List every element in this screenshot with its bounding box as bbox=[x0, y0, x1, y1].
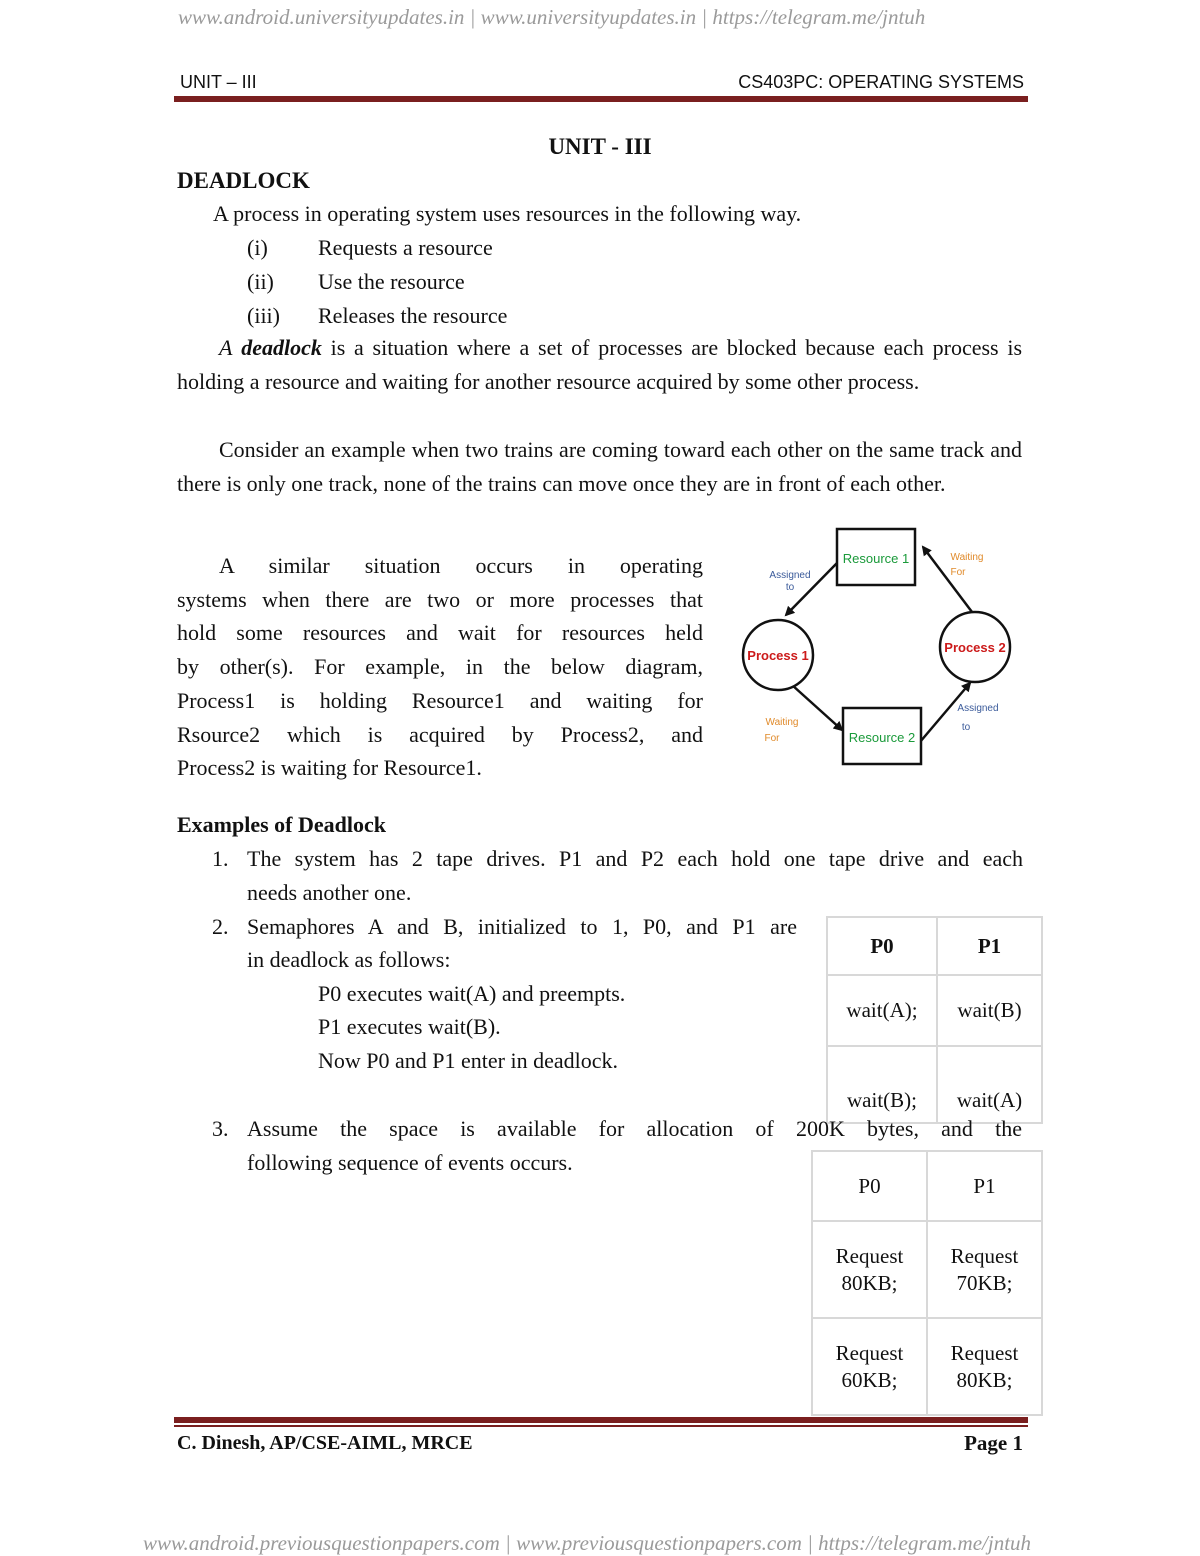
similar-line: Rsource2 which is acquired by Process2, and bbox=[177, 722, 703, 747]
process1-label: Process 1 bbox=[747, 648, 809, 663]
definition-article: A bbox=[219, 335, 233, 360]
assigned-label: Assigned bbox=[957, 703, 999, 714]
resource2-label: Resource 2 bbox=[848, 730, 916, 745]
request-size: 80KB; bbox=[841, 1270, 898, 1295]
header-rule bbox=[174, 96, 1028, 102]
deadlock-definition bbox=[177, 331, 1022, 399]
table-header-cell: P1 bbox=[927, 1151, 1042, 1221]
header-course: CS403PC: OPERATING SYSTEMS bbox=[738, 72, 1024, 92]
unit-title: UNIT - III bbox=[548, 134, 652, 159]
footer-author: C. Dinesh, AP/CSE-AIML, MRCE bbox=[177, 1432, 473, 1454]
step-number: (iii) bbox=[247, 303, 280, 328]
watermark-bottom: www.android.previousquestionpapers.com | www.previousquestionpapers.com | https://telegram.me/jntuh bbox=[143, 1531, 1032, 1555]
assigned-label: to bbox=[785, 582, 795, 593]
definition-rest: is a situation where a set of processes are blocked because each process is holding a resource and waiting for another resource acquired by some other process. bbox=[177, 335, 1023, 394]
resource1-label: Resource 1 bbox=[842, 551, 910, 566]
table-cell bbox=[812, 1318, 927, 1415]
section-title: DEADLOCK bbox=[177, 168, 310, 193]
step-text: Releases the resource bbox=[318, 303, 508, 328]
table-cell bbox=[927, 1221, 1042, 1318]
table-cell: wait(B) bbox=[937, 975, 1042, 1046]
header-unit: UNIT – III bbox=[180, 72, 257, 92]
train-example: Consider an example when two trains are coming toward each other on the same track and there is only one track, none of the trains can move once they are in front of each other. bbox=[177, 437, 1022, 496]
request-word: Request bbox=[835, 1243, 904, 1268]
table-cell bbox=[927, 1318, 1042, 1415]
example2-step: P1 executes wait(B). bbox=[318, 1014, 501, 1039]
footer-rule bbox=[174, 1417, 1028, 1423]
example2-line: Semaphores A and B, initialized to 1, P0, and P1 are bbox=[247, 914, 797, 939]
example1-line: The system has 2 tape drives. P1 and P2 each hold one tape drive and each bbox=[247, 846, 1023, 871]
semaphore-table bbox=[826, 916, 1043, 1124]
similar-line: Process1 is holding Resource1 and waiting for bbox=[177, 688, 703, 713]
similar-line: hold some resources and wait for resources held bbox=[177, 620, 703, 645]
request-word: Request bbox=[835, 1340, 904, 1365]
request-word: Request bbox=[950, 1340, 1019, 1365]
waiting-label: For bbox=[764, 733, 780, 744]
request-size: 70KB; bbox=[956, 1270, 1013, 1295]
footer-page-number: Page 1 bbox=[964, 1431, 1023, 1455]
similar-line: A similar situation occurs in operating bbox=[219, 553, 703, 578]
watermark-top: www.android.universityupdates.in | www.universityupdates.in | https://telegram.me/jntuh bbox=[178, 5, 926, 29]
example2-step: Now P0 and P1 enter in deadlock. bbox=[318, 1048, 618, 1073]
process2-label: Process 2 bbox=[944, 640, 1006, 655]
waiting-label: Waiting bbox=[765, 717, 799, 728]
request-size: 60KB; bbox=[841, 1367, 898, 1392]
table-row bbox=[812, 1318, 1042, 1415]
step-number: (ii) bbox=[247, 269, 274, 294]
similar-line: Process2 is waiting for Resource1. bbox=[177, 755, 482, 780]
step-text: Use the resource bbox=[318, 269, 465, 294]
assigned-label: Assigned bbox=[769, 570, 811, 581]
example-number: 2. bbox=[212, 914, 229, 939]
table-cell: wait(A); bbox=[827, 975, 937, 1046]
table-header-row bbox=[812, 1151, 1042, 1221]
example2-step: P0 executes wait(A) and preempts. bbox=[318, 981, 626, 1006]
similar-line: systems when there are two or more processes that bbox=[177, 587, 703, 612]
table-header-row bbox=[827, 917, 1042, 975]
table-row bbox=[827, 975, 1042, 1046]
table-cell: wait(A) bbox=[937, 1046, 1042, 1123]
deadlock-diagram bbox=[730, 520, 1030, 780]
table-header-cell: P0 bbox=[812, 1151, 927, 1221]
waiting-label: For bbox=[950, 567, 966, 578]
request-word: Request bbox=[950, 1243, 1019, 1268]
table-cell bbox=[812, 1221, 927, 1318]
intro-text: A process in operating system uses resources in the following way. bbox=[213, 201, 802, 226]
table-header-cell: P1 bbox=[937, 917, 1042, 975]
table-row bbox=[812, 1221, 1042, 1318]
similar-line: by other(s). For example, in the below diagram, bbox=[177, 654, 703, 679]
example3-line: Assume the space is available for allocation of 200K bytes, and the bbox=[247, 1116, 1022, 1141]
example-number: 3. bbox=[212, 1116, 229, 1141]
footer-rule-thin bbox=[174, 1425, 1028, 1427]
example-number: 1. bbox=[212, 846, 229, 871]
table-cell: wait(B); bbox=[827, 1046, 937, 1123]
example1-line: needs another one. bbox=[247, 880, 412, 905]
arrow-process1-to-resource2 bbox=[792, 685, 842, 730]
waiting-label: Waiting bbox=[950, 552, 984, 563]
table-header-cell: P0 bbox=[827, 917, 937, 975]
request-size: 80KB; bbox=[956, 1367, 1013, 1392]
definition-term: deadlock bbox=[241, 335, 322, 360]
step-number: (i) bbox=[247, 235, 268, 260]
step-text: Requests a resource bbox=[318, 235, 493, 260]
assigned-label: to bbox=[961, 722, 971, 733]
examples-title: Examples of Deadlock bbox=[177, 812, 386, 837]
memory-request-table bbox=[811, 1150, 1043, 1416]
example2-line: in deadlock as follows: bbox=[247, 947, 451, 972]
example3-line: following sequence of events occurs. bbox=[247, 1150, 573, 1175]
